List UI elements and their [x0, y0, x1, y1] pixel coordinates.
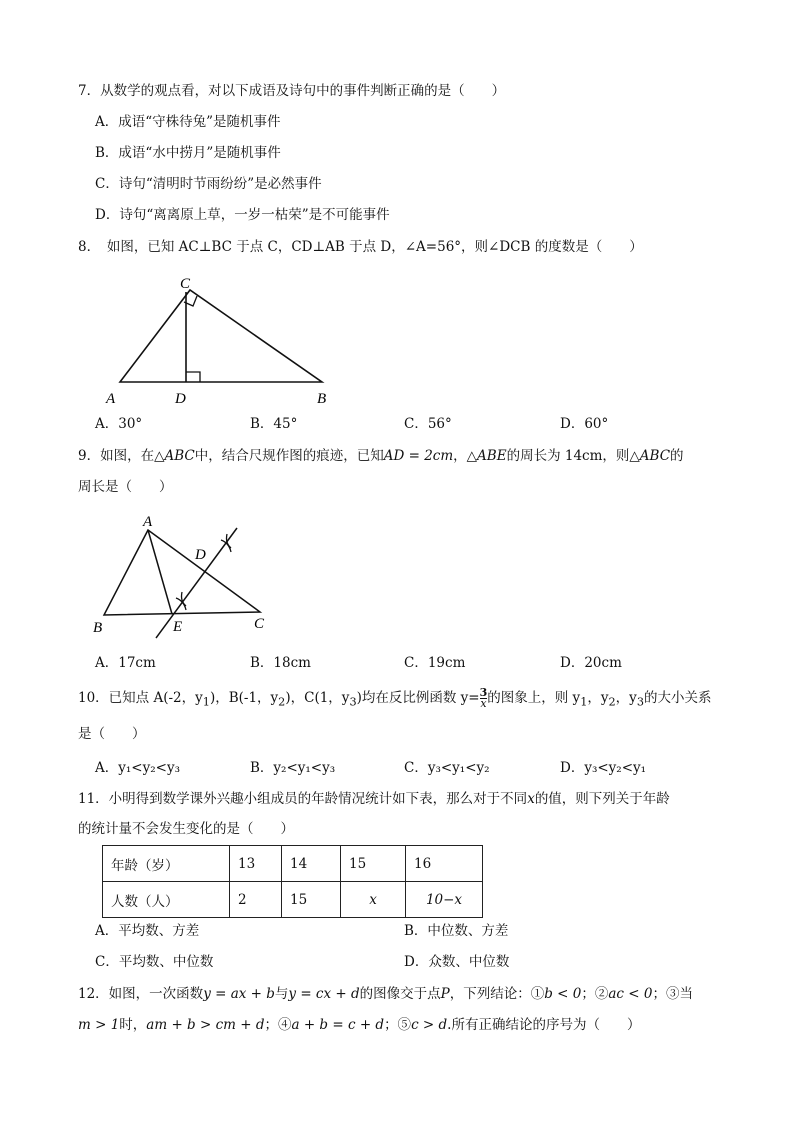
q11-option-d: D．众数、中位数 [404, 954, 510, 970]
q12-stem-line2: m > 1时，am + b > cm + d；④a + b = c + d；⑤c > d.所有正确结论的序号为（ ） [78, 1017, 641, 1033]
q11-age-table [102, 845, 483, 918]
q9-option-c: C．19cm [404, 655, 466, 671]
table-cell: 10−x [406, 882, 483, 918]
q8-label-d: D [175, 391, 186, 407]
table-row [103, 846, 483, 882]
q9-label-b: B [93, 620, 103, 636]
q9-label-c: C [254, 616, 265, 632]
q8-label-c: C [180, 276, 191, 292]
q10-stem-line2: 是（ ） [78, 726, 146, 742]
q7-option-b: B．成语“水中捞月”是随机事件 [95, 145, 281, 161]
q7-option-a: A．成语“守株待兔”是随机事件 [95, 114, 281, 130]
q10-option-c: C．y₃<y₁<y₂ [404, 760, 490, 776]
table-cell: 15 [282, 882, 341, 918]
q9-stem-line1: 9．如图，在△ABC中，结合尺规作图的痕迹，已知AD = 2cm，△ABE的周长为 14cm，则△ABC的 [78, 448, 684, 464]
q8-option-c: C．56° [404, 416, 452, 432]
q7-stem: 7．从数学的观点看，对以下成语及诗句中的事件判断正确的是（ ） [78, 83, 506, 99]
q8-option-a: A．30° [95, 416, 143, 432]
q9-option-a: A．17cm [95, 655, 156, 671]
table-cell: 15 [341, 846, 406, 882]
q8-option-d: D．60° [560, 416, 609, 432]
q8-triangle-figure [100, 270, 350, 410]
q9-label-e: E [173, 619, 183, 635]
q11-option-c: C．平均数、中位数 [95, 954, 214, 970]
q10-option-d: D．y₃<y₂<y₁ [560, 760, 647, 776]
q10-stem-line1: 10．已知点 A(-2，$y_1$)，B(-1，$y_2$)，C(1，$y_3$)均在反比例函数 y= $\frac{3}{x}$ 的图象上，则 $y_1$，$y_2$，$y_3$的大小关系 [78, 686, 712, 710]
table-cell: 16 [406, 846, 483, 882]
q8-option-b: B．45° [250, 416, 298, 432]
table-cell: 14 [282, 846, 341, 882]
q11-option-a: A．平均数、方差 [95, 923, 200, 939]
table-cell: 人数（人） [103, 882, 230, 918]
table-row [103, 882, 483, 918]
table-cell: 13 [230, 846, 282, 882]
table-cell: 2 [230, 882, 282, 918]
q10-option-a: A．y₁<y₂<y₃ [95, 760, 180, 776]
q8-stem: 8． 如图，已知 AC⊥BC 于点 C，CD⊥AB 于点 D，∠A=56°，则∠DCB 的度数是（ ） [78, 239, 643, 255]
q11-option-b: B．中位数、方差 [404, 923, 509, 939]
q8-right-angle-d [186, 372, 200, 382]
q9-segment-ae [148, 530, 172, 614]
table-cell: x [341, 882, 406, 918]
table-cell: 年龄（岁） [103, 846, 230, 882]
q9-stem-line2: 周长是（ ） [78, 479, 173, 495]
q8-label-a: A [106, 391, 116, 407]
q11-stem-line2: 的统计量不会发生变化的是（ ） [78, 821, 294, 837]
q8-label-b: B [317, 391, 327, 407]
q7-option-c: C．诗句“清明时节雨纷纷”是必然事件 [95, 176, 322, 192]
q9-option-b: B．18cm [250, 655, 311, 671]
q9-option-d: D．20cm [560, 655, 622, 671]
q11-stem-line1: 11．小明得到数学课外兴趣小组成员的年龄情况统计如下表，那么对于不同x的值，则下列关于年龄 [78, 791, 670, 807]
q12-stem-line1: 12．如图，一次函数y = ax + b与y = cx + d的图像交于点P，下列结论：①b < 0；②ac < 0；③当 [78, 986, 693, 1002]
q7-option-d: D．诗句“离离原上草，一岁一枯荣”是不可能事件 [95, 207, 390, 223]
q8-triangle-abc [120, 290, 322, 382]
q9-construction-figure [88, 510, 288, 650]
q9-label-a: A [143, 514, 153, 530]
q10-fraction: $\frac{3}{x}$ [479, 686, 488, 710]
q9-label-d: D [195, 547, 206, 563]
q10-option-b: B．y₂<y₁<y₃ [250, 760, 336, 776]
